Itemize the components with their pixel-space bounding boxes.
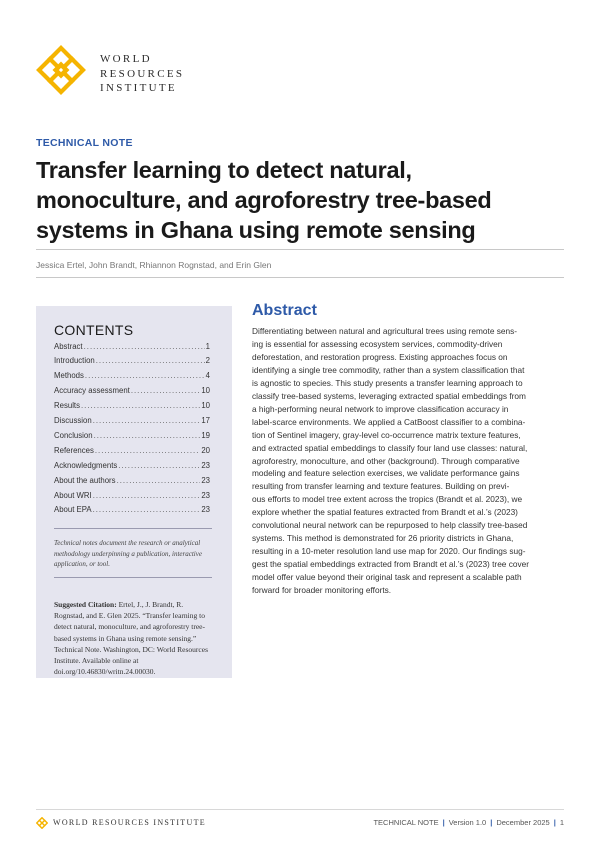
title-line: Transfer learning to detect natural, [36,157,412,183]
toc-label: Results [54,401,80,410]
citation-label: Suggested Citation: [54,600,117,609]
toc-label: Accuracy assessment [54,386,130,395]
abstract-line: classify tree-based systems, leveraging extracted spatial embeddings from [252,390,526,401]
technical-note-description: Technical notes document the research or analytical methodology underpinning a publication, interactive application, or tool. [54,539,202,568]
abstract-line: label-scarce environments. We applied a CatBoost classifier to a combina- [252,416,526,427]
footer-separator: | [553,818,556,827]
abstract-line: agroforestry, monoculture, and other (background). Through comparative [252,455,520,466]
abstract-line: ing is essential for assessing ecosystem services, commodity-driven [252,338,503,349]
abstract-line: and extracted spatial embeddings to classify four land use classes: natural, [252,442,528,453]
abstract-line: explore whether the spatial features extracted from Brandt et al.’s (2023) [252,507,518,518]
brand-wordmark [100,52,220,96]
toc-item-about-epa[interactable] [54,505,210,519]
abstract-line: Differentiating between natural and agricultural trees using remote sens- [252,326,518,336]
toc-leader [118,461,200,470]
toc-page: 23 [201,461,210,470]
footer-page-number: 1 [559,818,564,827]
contents-divider [54,577,212,578]
abstract-line: model offer value beyond their original task and represent a scalable path [252,572,522,583]
toc-label: Discussion [54,416,92,425]
toc-label: About WRI [54,491,92,500]
wri-logo-icon [36,45,86,95]
brand-line: INSTITUTE [100,82,177,94]
toc-page: 23 [201,491,210,500]
toc-leader [93,416,201,425]
toc-page: 4 [205,371,210,380]
toc-label: References [54,446,94,455]
toc-item-methods[interactable] [54,371,210,385]
title-line: systems in Ghana using remote sensing [36,217,476,243]
footer-separator: | [490,818,493,827]
footer-divider [36,809,564,810]
abstract-line: tion of Sentinel imagery, gray-level co-occurrence matrix texture features, [252,429,521,440]
toc-item-references[interactable] [54,446,210,460]
contents-divider [54,528,212,529]
brand-line: WORLD [100,53,152,65]
toc-page: 23 [201,476,210,485]
toc-item-about-wri[interactable] [54,491,210,505]
toc-page: 1 [205,342,210,351]
toc-item-conclusion[interactable] [54,431,210,445]
toc-page: 17 [201,416,210,425]
toc-leader [117,476,201,485]
toc-item-introduction[interactable] [54,356,210,370]
abstract-line: deforestation, and restoration progress. Existing approaches focus on [252,351,508,362]
toc-page: 20 [201,446,210,455]
abstract-line: is agnostic to species. This study presents a transfer learning approach to [252,377,523,388]
document-type-label: TECHNICAL NOTE [36,137,133,149]
toc-label: About EPA [54,505,92,514]
abstract-line: convolutional neural network can be repurposed to help classify tree-based [252,520,528,531]
abstract-line: a high-performing neural network to improve classification accuracy in [252,403,509,414]
toc-label: Abstract [54,342,83,351]
brand-line: RESOURCES [100,67,185,80]
toc-label: Introduction [54,356,95,365]
title-line: monoculture, and agroforestry tree-based [36,187,492,213]
toc-page: 23 [201,505,210,514]
toc-item-abstract[interactable] [54,342,210,356]
toc-item-accuracy-assessment[interactable] [54,386,210,400]
toc-page: 19 [201,431,210,440]
authors-divider [36,277,564,278]
title-divider [36,249,564,250]
toc-item-acknowledgments[interactable] [54,461,210,475]
toc-item-results[interactable] [54,401,210,415]
toc-leader [95,446,200,455]
toc-page: 10 [201,386,210,395]
suggested-citation [54,599,214,677]
contents-box [36,306,232,678]
toc-label: Methods [54,371,84,380]
wri-logo-small-icon [36,817,48,829]
abstract-line: identifying a single tree commodity, rather than a system classification that [252,364,525,375]
toc-label: Conclusion [54,431,93,440]
toc-label: About the authors [54,476,116,485]
toc-leader [84,342,205,351]
toc-leader [93,491,201,500]
toc-page: 10 [201,401,210,410]
toc-leader [94,431,201,440]
toc-leader [96,356,205,365]
toc-item-discussion[interactable] [54,416,210,430]
footer-doc-type: TECHNICAL NOTE [373,818,439,827]
toc-leader [85,371,205,380]
toc-page: 2 [205,356,210,365]
abstract-line: resulting from transfer learning and texture features. Building on previ- [252,481,510,492]
abstract-line: gest the spatial embeddings extracted from Brandt et al.’s (2023) tree cover [252,559,530,570]
authors-line: Jessica Ertel, John Brandt, Rhiannon Rognstad, and Erin Glen [36,260,272,270]
abstract-line: ous efforts to model tree extent across the tropics (Brandt et al. 2023), we [252,494,523,505]
footer-meta [373,818,564,827]
abstract-body [252,325,568,597]
toc-label: Acknowledgments [54,461,118,470]
citation-text: Ertel, J., J. Brandt, R. Rognstad, and E. Glen 2025. “Transfer learning to detect natural, monoculture, and agroforestry tree-based systems in Ghana using remote sensing.” Technical Note. Washington, DC: World Resources Institute. Available online at doi.org/10.46830/writn.24.00030. [54,600,209,677]
footer-separator: | [442,818,445,827]
toc-leader [81,401,200,410]
footer-date: December 2025 [496,818,550,827]
abstract-line: modeling and feature selection exercises, we validate performance gains [252,468,520,479]
document-title [36,155,566,245]
footer-version: Version 1.0 [448,818,487,827]
footer-org-name: WORLD RESOURCES INSTITUTE [53,818,206,827]
abstract-heading: Abstract [252,302,317,319]
toc-leader [93,505,201,514]
abstract-line: resulting in a 10-meter resolution land use map for 2020. Our findings sug- [252,546,526,557]
abstract-line: systems. This method is demonstrated for 26 priority districts in Ghana, [252,533,514,544]
toc-item-about-the-authors[interactable] [54,476,210,490]
toc-leader [131,386,200,395]
contents-heading: CONTENTS [54,322,134,338]
abstract-line: forward for broader monitoring efforts. [252,585,392,596]
